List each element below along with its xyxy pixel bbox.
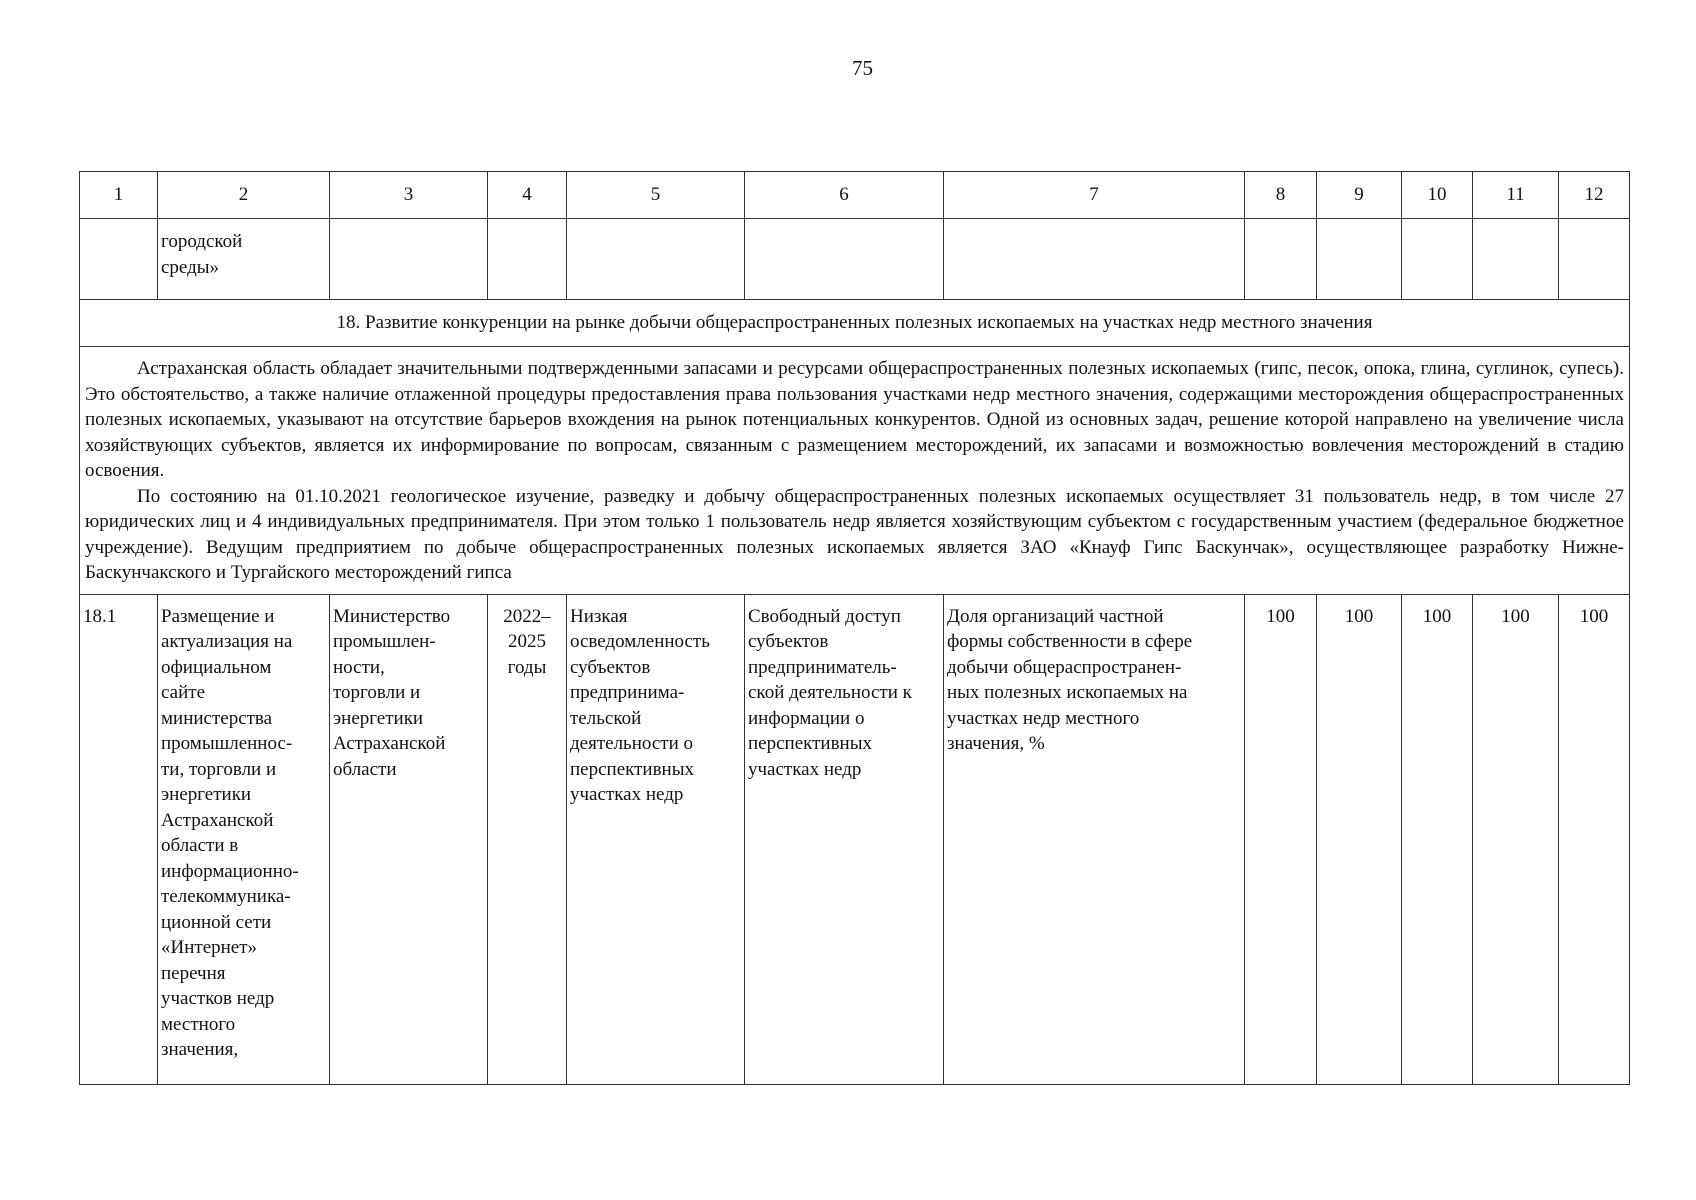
text-line: осведомленность bbox=[570, 631, 710, 652]
text-line: участках недр местного bbox=[947, 707, 1140, 729]
text-line: деятельности о bbox=[570, 733, 694, 754]
text-line: перспективных bbox=[570, 758, 694, 780]
text-line: местного bbox=[161, 1013, 236, 1035]
text-line: значения, % bbox=[947, 733, 1045, 754]
text-line: перечня bbox=[161, 962, 226, 984]
page-number: 75 bbox=[852, 56, 873, 80]
intro-paragraph: Астраханская область обладает значительными подтвержденными запасами и ресурсами общераспространенных полезных ископаемых (гипс, песок, опока, глина, суглинок, супесь). Это обстоятельство, а также наличие отлаженной процедуры предоставления права пользования участками недр местного значения, содержащими месторождения общераспространенных полезных ископаемых, указывают на отсутствие барьеров вхождения на рынок потенциальных конкурентов. Одной из основных задач, решение которой направлено на увеличение числа хозяйствующих субъектов, является их информирование по вопросам, связанным с размещением месторождений, их запасами и возможностью вовлечения месторождений в стадию освоения. bbox=[85, 358, 1624, 481]
text-line: энергетики bbox=[333, 707, 424, 729]
text-line: перспективных bbox=[748, 733, 872, 754]
text-line: Свободный доступ bbox=[748, 605, 901, 627]
text-line: Доля организаций частной bbox=[947, 605, 1164, 627]
text-line: ти, торговли и bbox=[161, 758, 277, 780]
text-line: предприниматель- bbox=[748, 656, 897, 678]
text-line: информации о bbox=[748, 707, 865, 729]
text-line: ской деятельности к bbox=[748, 682, 912, 703]
text-line: промышлен- bbox=[333, 631, 436, 652]
text-line: энергетики bbox=[161, 784, 252, 805]
text-line: актуализация на bbox=[161, 631, 293, 652]
text-line: торговли и bbox=[333, 682, 421, 703]
header-cell: 9 bbox=[1317, 172, 1402, 219]
text-line: среды» bbox=[161, 256, 220, 278]
text-line: тельской bbox=[570, 707, 642, 729]
header-cell: 7 bbox=[944, 172, 1245, 219]
text-line: ных полезных ископаемых на bbox=[947, 682, 1188, 703]
text-line: городской bbox=[161, 231, 243, 252]
text-line: участков недр bbox=[161, 988, 275, 1009]
item-value-2023: 100 bbox=[1402, 594, 1473, 1084]
header-cell: 1 bbox=[80, 172, 158, 219]
item-period bbox=[488, 594, 567, 1084]
measures-table bbox=[79, 171, 1630, 1085]
item-problem bbox=[567, 594, 745, 1084]
item-value-2022: 100 bbox=[1317, 594, 1402, 1084]
header-cell: 4 bbox=[488, 172, 567, 219]
header-cell: 5 bbox=[567, 172, 745, 219]
header-cell: 8 bbox=[1245, 172, 1317, 219]
text-line: годы bbox=[507, 656, 547, 678]
section-intro bbox=[80, 347, 1630, 595]
text-line: ционной сети bbox=[161, 911, 272, 933]
text-line: участках недр bbox=[748, 758, 862, 780]
header-cell: 2 bbox=[158, 172, 330, 219]
header-cell: 6 bbox=[745, 172, 944, 219]
text-line: промышленнос- bbox=[161, 733, 293, 754]
item-measure bbox=[158, 594, 330, 1084]
text-line: Низкая bbox=[570, 605, 628, 627]
item-number: 18.1 bbox=[80, 594, 158, 1084]
header-cell: 12 bbox=[1559, 172, 1630, 219]
text-line: телекоммуника- bbox=[161, 886, 291, 907]
text-line: формы собственности в сфере bbox=[947, 631, 1193, 652]
text-line: субъектов bbox=[748, 631, 829, 652]
header-cell: 10 bbox=[1402, 172, 1473, 219]
text-line: субъектов bbox=[570, 656, 651, 678]
text-line: области в bbox=[161, 835, 239, 856]
text-line: предпринима- bbox=[570, 682, 685, 703]
item-indicator bbox=[944, 594, 1245, 1084]
text-line: официальном bbox=[161, 656, 272, 678]
continued-row bbox=[80, 219, 1630, 300]
table-header-row bbox=[80, 172, 1630, 219]
item-value-2021: 100 bbox=[1245, 594, 1317, 1084]
section-title-row bbox=[80, 300, 1630, 347]
continued-measure-cell bbox=[158, 219, 330, 300]
text-line: 2022– bbox=[503, 605, 551, 627]
intro-paragraph: По состоянию на 01.10.2021 геологическое изучение, разведку и добычу общераспространенных полезных ископаемых осуществляет 31 пользователь недр, в том числе 27 юридических лиц и 4 индивидуальных предпринимателя. При этом только 1 пользователь недр является хозяйствующим субъектом с государственным участием (федеральное бюджетное учреждение). Ведущим предприятием по добыче общераспространенных полезных ископаемых является ЗАО «Кнауф Гипс Баскунчак», осуществляющее разработку Нижне-Баскунчакского и Тургайского месторождений гипса bbox=[85, 485, 1624, 583]
header-cell: 11 bbox=[1473, 172, 1559, 219]
text-line: Астраханской bbox=[333, 733, 446, 754]
text-line: значения, bbox=[161, 1039, 239, 1060]
text-line: Министерство bbox=[333, 605, 451, 627]
text-line: ности, bbox=[333, 656, 385, 678]
item-executor bbox=[330, 594, 488, 1084]
text-line: участках недр bbox=[570, 784, 684, 805]
item-value-2025: 100 bbox=[1559, 594, 1630, 1084]
text-line: министерства bbox=[161, 707, 273, 729]
item-result bbox=[745, 594, 944, 1084]
header-cell: 3 bbox=[330, 172, 488, 219]
text-line: добычи общераспространен- bbox=[947, 656, 1182, 678]
text-line: «Интернет» bbox=[161, 937, 258, 958]
text-line: 2025 bbox=[508, 631, 546, 652]
table-row bbox=[80, 594, 1630, 1084]
text-line: области bbox=[333, 758, 397, 780]
text-line: Астраханской bbox=[161, 809, 274, 831]
text-line: Размещение и bbox=[161, 605, 275, 627]
section-intro-row bbox=[80, 347, 1630, 595]
section-title: 18. Развитие конкуренции на рынке добычи общераспространенных полезных ископаемых на участках недр местного значения bbox=[80, 300, 1630, 347]
text-line: информационно- bbox=[161, 860, 299, 882]
text-line: сайте bbox=[161, 682, 206, 703]
item-value-2024: 100 bbox=[1473, 594, 1559, 1084]
